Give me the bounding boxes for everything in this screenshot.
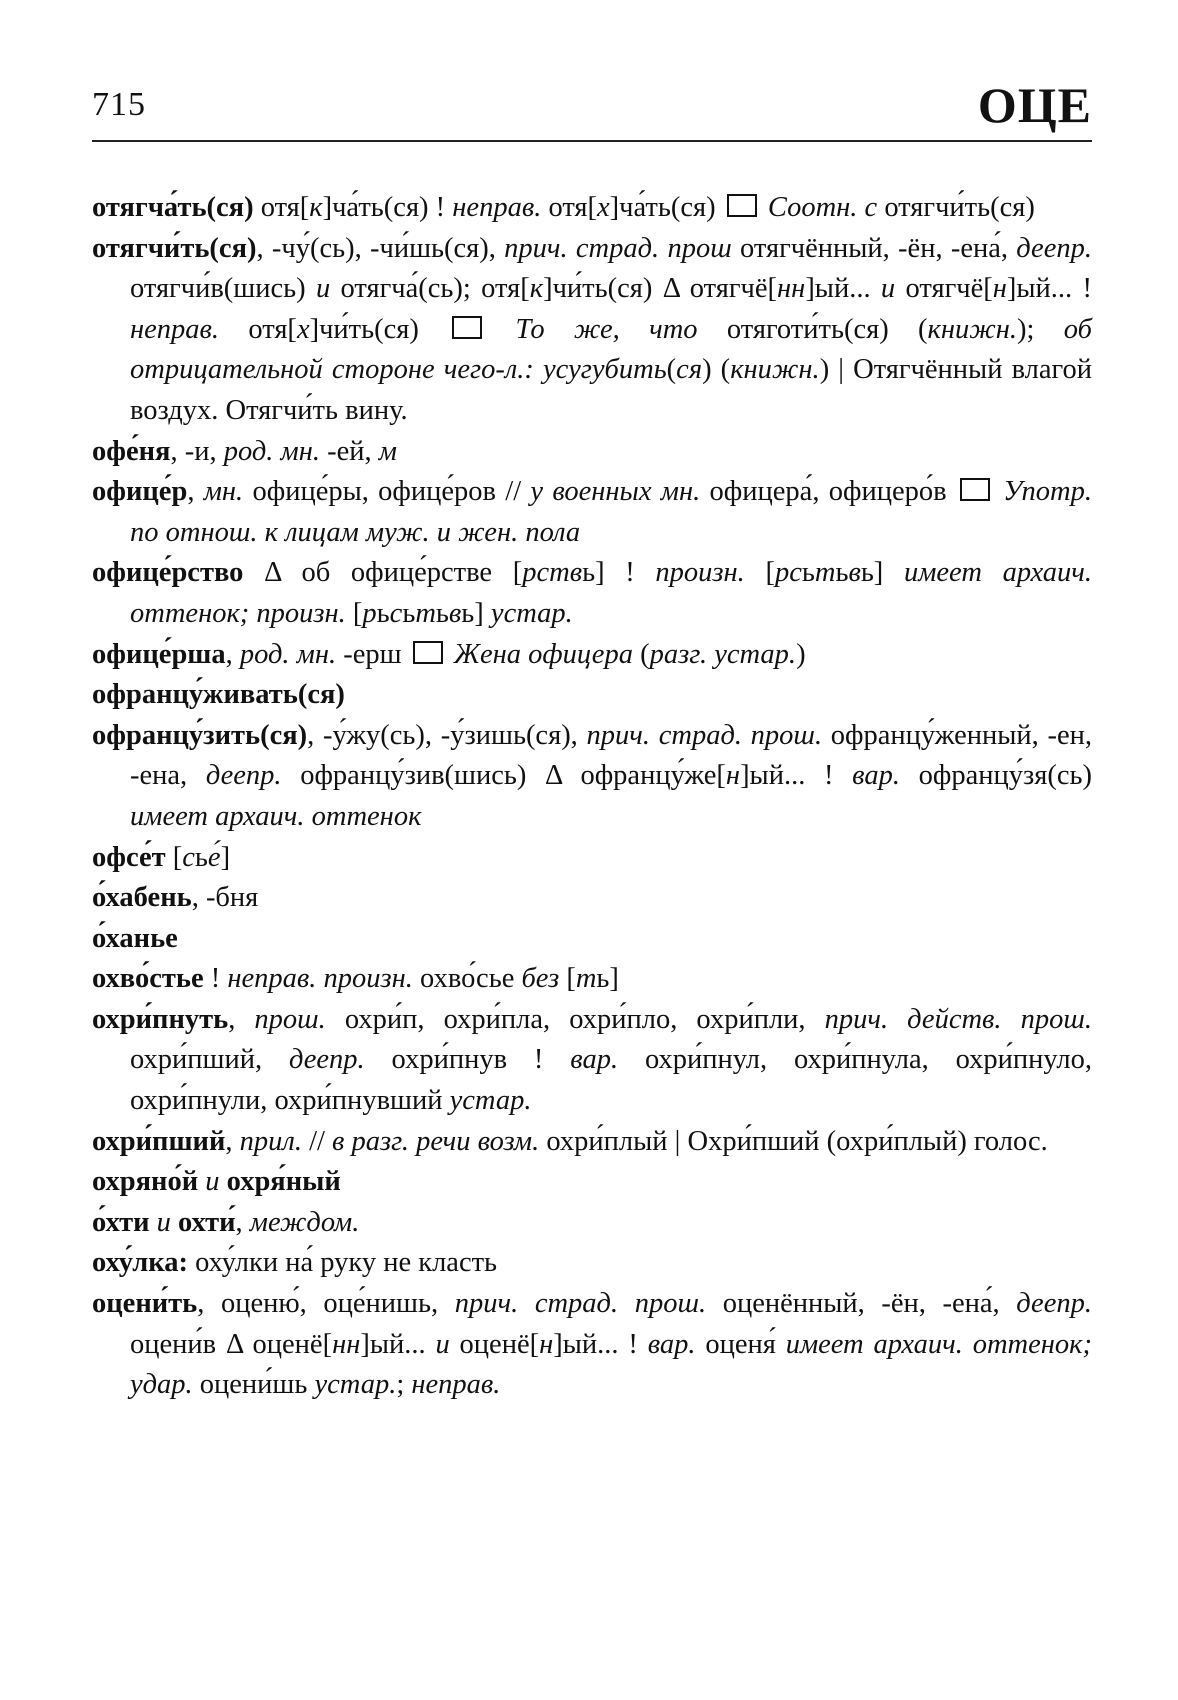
italic-note: прич. страд. прош. — [586, 719, 823, 751]
italic-note: в — [448, 597, 462, 629]
entry-text: , оценю́, оце́нишь, — [197, 1288, 455, 1320]
entry-text: ( — [666, 354, 677, 386]
italic-note: т — [415, 597, 436, 629]
entry-text: ь] — [596, 963, 619, 995]
italic-note: ся — [676, 354, 703, 386]
italic-note: прич. страд. прош — [504, 232, 732, 264]
entry-text: ]ый... — [805, 273, 881, 305]
entry-text: офранцу́зив(шись) Δ офранцу́же[ — [281, 760, 726, 792]
italic-note: род. мн. — [239, 638, 337, 670]
italic-note: мн. — [203, 476, 244, 508]
headword: охряно́й — [92, 1166, 199, 1198]
italic-note: имеет архаич. оттенок — [130, 800, 422, 832]
entry-text: отя[ — [219, 313, 297, 345]
entry-text: офранцу́женный, -ен, -ена, — [130, 719, 1092, 792]
dictionary-entry — [92, 959, 1092, 1000]
italic-note: р — [362, 597, 377, 629]
italic-note: и — [435, 1328, 450, 1360]
italic-note: н — [725, 760, 741, 792]
entry-text: оценё[ — [449, 1328, 540, 1360]
italic-note: нн — [332, 1328, 361, 1360]
page-number: 715 — [92, 86, 146, 123]
entry-text: , — [235, 1206, 250, 1238]
entry-text: ]ый... ! — [1006, 273, 1092, 305]
entry-text: , -и, — [170, 435, 224, 467]
italic-note: е́ — [207, 841, 221, 873]
italic-note: неправ. — [452, 192, 542, 223]
headword: офранцу́зить(ся) — [92, 719, 308, 751]
entry-text: ) — [796, 638, 806, 670]
entry-text: ]ый... ! — [553, 1328, 648, 1360]
note-box-icon — [727, 194, 757, 217]
italic-note: и — [198, 1166, 227, 1198]
dictionary-entry — [92, 553, 1092, 634]
dictionary-entry — [92, 432, 1092, 473]
italic-note: деепр. — [1016, 1288, 1092, 1320]
italic-note: вар. — [647, 1328, 696, 1360]
italic-note: устар. — [449, 1085, 532, 1117]
entry-text: ; — [396, 1369, 412, 1401]
italic-note: книжн. — [927, 313, 1018, 345]
entry-text: отя[ — [253, 192, 310, 223]
italic-note: неправ. — [411, 1369, 501, 1401]
dictionary-entry — [92, 675, 1092, 716]
headword: офранцу́живать(ся) — [92, 679, 345, 711]
italic-note: рс — [774, 557, 802, 589]
entry-text: Δ об офице́рстве [ — [243, 557, 523, 589]
entry-text: , -чу́(сь), -чи́шь(ся), — [256, 232, 505, 264]
note-box-icon — [960, 478, 990, 501]
dictionary-entry — [92, 1000, 1092, 1122]
dictionary-entry — [92, 1162, 1092, 1203]
headword: офице́рство — [92, 557, 244, 589]
entry-text: отяготи́ть(ся) ( — [697, 313, 928, 345]
entry-text: ! — [203, 963, 228, 995]
headword: отягчи́ть(ся) — [92, 232, 257, 264]
headword: о́хти — [92, 1206, 150, 1238]
italic-note: и — [149, 1206, 179, 1238]
italic-note: нн — [777, 273, 806, 305]
italic-note: без — [521, 963, 560, 995]
italic-note: устар. — [490, 597, 573, 629]
entry-text: [ — [345, 597, 363, 629]
headword: охти́ — [178, 1206, 236, 1238]
headword: о́хабень — [92, 882, 192, 914]
italic-note: к — [309, 192, 323, 223]
italic-note: деепр. — [205, 760, 282, 792]
entry-text: ] — [220, 841, 231, 873]
italic-note: у военных мн. — [530, 476, 701, 508]
note-box-icon — [452, 316, 482, 339]
italic-note: деепр. — [288, 1044, 365, 1076]
entry-text: ( — [632, 638, 650, 670]
italic-note: х — [597, 192, 610, 223]
entry-text: ь — [402, 597, 416, 629]
entry-text: , — [228, 1003, 255, 1035]
entry-text: охри́п, охри́пла, охри́пло, охри́пли, — [325, 1003, 825, 1035]
dictionary-entry — [92, 1243, 1092, 1284]
entry-text: охво́сье — [412, 963, 522, 995]
entry-text: ь — [801, 557, 815, 589]
italic-note: имеет архаич. оттенок; удар. — [130, 1328, 1092, 1401]
italic-note: Жена офицера — [446, 638, 633, 670]
entry-text: отягчё[ — [895, 273, 993, 305]
italic-note: То же, что — [486, 313, 698, 345]
entry-text: ь — [435, 597, 449, 629]
page-header — [92, 77, 1092, 142]
entry-text: ]ый... — [360, 1328, 436, 1360]
entry-text: оценённый, -ён, -ена́, — [706, 1288, 1017, 1320]
headword: оцени́ть — [92, 1288, 198, 1320]
italic-note: н — [539, 1328, 554, 1360]
entry-text: охри́пнув ! — [364, 1044, 571, 1076]
entry-text: оцени́в Δ оценё[ — [130, 1328, 333, 1360]
dictionary-entry — [92, 472, 1092, 553]
dictionary-entry — [92, 838, 1092, 879]
entry-text: отягча́(сь); отя[ — [330, 273, 530, 305]
entry-text: , -у́жу(сь), -у́зишь(ся), — [307, 719, 587, 751]
entry-text: офицера́, офицеро́в — [700, 476, 956, 508]
entry-text: [ — [559, 963, 576, 995]
entry-text: [ — [744, 557, 775, 589]
headword: офе́ня — [92, 435, 171, 467]
entry-text: -ей, — [319, 435, 379, 467]
italic-note: прич. действ. прош. — [824, 1003, 1092, 1035]
italic-note: деепр. — [1016, 232, 1092, 264]
dictionary-entry — [92, 919, 1092, 960]
entry-text: // — [301, 1125, 333, 1157]
entry-text: охри́пший, — [130, 1044, 289, 1076]
italic-note: прил. — [239, 1125, 302, 1157]
entry-text: ) | Отягчённый влагой воздух. Отягчи́ть вину. — [130, 354, 1093, 426]
italic-note: рств — [522, 557, 583, 589]
italic-note: х — [296, 313, 310, 345]
entry-text: ]ча́ть(ся) ! — [322, 192, 453, 223]
entry-text: ]чи́ть(ся) — [309, 313, 449, 345]
headword: офсе́т — [92, 841, 166, 873]
entry-text: отягчи́ть(ся) — [877, 192, 1035, 223]
italic-note: вар. — [852, 760, 900, 792]
entry-text: оху́лки на́ руку не класть — [187, 1247, 498, 1279]
italic-note: неправ. — [130, 313, 220, 345]
entry-text: оцени́шь — [192, 1369, 315, 1401]
italic-note: в разг. речи возм. — [332, 1125, 540, 1157]
headword: охри́пший — [92, 1125, 226, 1157]
dictionary-entry — [92, 188, 1092, 229]
entry-text: ]ый... ! — [740, 760, 853, 792]
headword: о́ханье — [92, 922, 178, 954]
italic-note: произн. — [655, 557, 745, 589]
italic-note: устар. — [314, 1369, 397, 1401]
entry-text: , -бня — [191, 882, 259, 914]
entry-text: отя[ — [541, 192, 598, 223]
entry-text: ь — [835, 557, 849, 589]
dictionary-entry — [92, 878, 1092, 919]
italic-note: прич. страд. прош. — [454, 1288, 707, 1320]
entry-text: ь — [376, 597, 390, 629]
italic-note: неправ. произн. — [227, 963, 413, 995]
running-head: ОЦЕ — [977, 77, 1092, 133]
entry-text: ]ча́ть(ся) — [609, 192, 723, 223]
entry-text: офранцу́зя(сь) — [899, 760, 1092, 792]
italic-note: т — [575, 963, 597, 995]
headword: охво́стье — [92, 963, 204, 995]
dictionary-entry — [92, 716, 1092, 838]
headword: отягча́ть(ся) — [92, 192, 254, 223]
italic-note: к — [529, 273, 544, 305]
dictionary-entry — [92, 1203, 1092, 1244]
entry-text: ) ( — [702, 354, 731, 386]
entry-text: ь — [194, 841, 208, 873]
italic-note: т — [814, 557, 836, 589]
italic-note: вар. — [570, 1044, 619, 1076]
italic-note: с — [182, 841, 195, 873]
italic-note: Соотн. с — [760, 192, 878, 223]
italic-note: разг. устар. — [649, 638, 797, 670]
italic-note: книжн. — [730, 354, 820, 386]
entry-text: , — [225, 1125, 240, 1157]
entry-text: оценя́ — [695, 1328, 786, 1360]
italic-note: об отрицательной стороне чего-л.: усугубить — [130, 313, 1092, 386]
italic-note: и — [315, 273, 331, 305]
dictionary-entry — [92, 1122, 1092, 1163]
dictionary-entry — [92, 635, 1092, 676]
headword: офице́рша — [92, 638, 226, 670]
entry-text: , — [225, 638, 240, 670]
entry-text: ]чи́ть(ся) Δ отягчё[ — [543, 273, 778, 305]
italic-note: и — [880, 273, 896, 305]
headword: оху́лка: — [92, 1247, 188, 1279]
italic-note: род. мн. — [223, 435, 320, 467]
entry-text: охри́пнул, охри́пнула, охри́пнуло, охри́пнули, охри́пнувший — [130, 1044, 1093, 1117]
entry-text: ь] ! — [582, 557, 656, 589]
italic-note: междом. — [249, 1206, 360, 1238]
italic-note: в — [848, 557, 861, 589]
entry-text: отягчённый, -ён, -ена́, — [731, 232, 1017, 264]
italic-note: н — [992, 273, 1007, 305]
entry-text: , — [187, 476, 204, 508]
dictionary-entry — [92, 229, 1092, 432]
italic-note: с — [389, 597, 403, 629]
headword: офице́р — [92, 476, 188, 508]
italic-note: м — [378, 435, 397, 467]
entry-text: офице́ры, офице́ров // — [243, 476, 531, 508]
entry-text: охри́плый | Охри́пший (охри́плый) голос. — [539, 1125, 1048, 1157]
entry-text: [ — [165, 841, 183, 873]
dictionary-entries — [92, 188, 1092, 1406]
entry-text: -ерш — [336, 638, 409, 670]
dictionary-entry — [92, 1284, 1092, 1406]
italic-note: прош. — [254, 1003, 326, 1035]
headword: охри́пнуть — [92, 1003, 229, 1035]
italic-note: Употр. по отнош. к лицам муж. и жен. пола — [130, 476, 1092, 548]
entry-text: ь] — [461, 597, 491, 629]
italic-note: имеет архаич. оттенок; произн. — [130, 557, 1092, 629]
entry-text: ); — [1017, 313, 1064, 345]
note-box-icon — [413, 641, 443, 664]
entry-text: отягчи́в(шись) — [130, 273, 316, 305]
entry-text: ь] — [860, 557, 904, 589]
headword: охря́ный — [226, 1166, 341, 1198]
